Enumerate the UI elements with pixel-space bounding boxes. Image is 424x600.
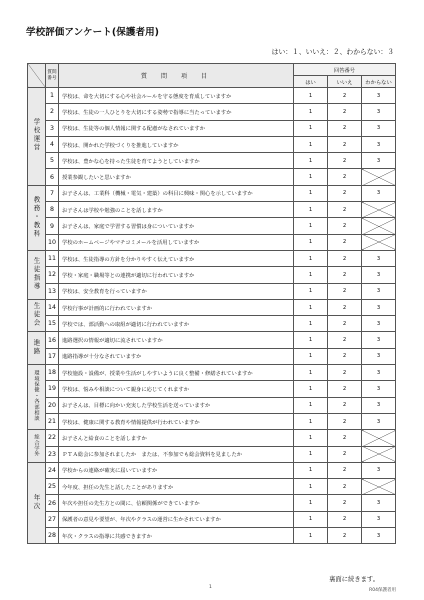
answer-no-cell[interactable]: 2 [328,250,362,266]
question-number: 8 [46,202,59,218]
question-number: 24 [46,462,59,478]
table-row [28,299,396,315]
answer-no-cell[interactable]: 2 [328,365,362,381]
header-corner [28,64,46,88]
answer-yes-cell[interactable]: 1 [294,120,328,136]
header-question-items: 質 問 項 目 [59,64,294,88]
question-number: 6 [46,169,59,185]
question-number: 18 [46,365,59,381]
table-row [28,397,396,413]
answer-no-cell[interactable]: 2 [328,136,362,152]
answer-no-cell[interactable]: 2 [328,446,362,462]
table-row [28,446,396,462]
answer-unknown-cell[interactable]: 3 [362,283,396,299]
question-number: 12 [46,267,59,283]
category-label [28,365,46,430]
answer-no-cell[interactable]: 2 [328,462,362,478]
answer-no-cell[interactable]: 2 [328,397,362,413]
question-number: 19 [46,381,59,397]
answer-crossed-out-cell [362,169,396,185]
table-row [28,104,396,120]
answer-no-cell[interactable]: 2 [328,283,362,299]
answer-yes-cell[interactable]: 1 [294,267,328,283]
category-text: 生徒会 [32,301,41,328]
answer-yes-cell[interactable]: 1 [294,283,328,299]
answer-unknown-cell[interactable]: 3 [362,136,396,152]
answer-no-cell[interactable]: 2 [328,430,362,446]
answer-yes-cell[interactable]: 1 [294,479,328,495]
answer-unknown-cell[interactable]: 3 [362,120,396,136]
question-number: 14 [46,299,59,315]
question-number: 27 [46,511,59,527]
answer-no-cell[interactable]: 2 [328,234,362,250]
category-label [28,185,46,250]
question-text: 今年度、担任の先生と話したことがありますか [59,479,294,495]
answer-no-cell[interactable]: 2 [328,413,362,429]
question-text: 学校は、生徒等の個人情報に関する配慮がなされていますか [59,120,294,136]
table-row [28,250,396,266]
answer-yes-cell[interactable]: 1 [294,495,328,511]
answer-yes-cell[interactable]: 1 [294,316,328,332]
question-text: 学校施設・設備が、授業や生活がしやすいように良く整備・修繕されていますか [59,365,294,381]
page-title: 学校評価アンケート(保護者用) [26,27,160,38]
answer-unknown-cell[interactable]: 3 [362,104,396,120]
continued-note: 裏面に続きます。 [329,576,379,583]
table-row [28,365,396,381]
question-number: 28 [46,528,59,544]
answer-yes-cell[interactable]: 1 [294,462,328,478]
table-row [28,169,396,185]
category-text: 学校運営 [32,118,41,153]
question-number: 13 [46,283,59,299]
answer-unknown-cell[interactable]: 3 [362,316,396,332]
answer-yes-cell[interactable]: 1 [294,202,328,218]
answer-no-cell[interactable]: 2 [328,381,362,397]
answer-crossed-out-cell [362,234,396,250]
category-label [28,462,46,543]
answer-unknown-cell[interactable]: 3 [362,299,396,315]
table-row [28,153,396,169]
table-row [28,495,396,511]
answer-yes-cell[interactable]: 1 [294,169,328,185]
answer-yes-cell[interactable]: 1 [294,430,328,446]
answer-no-cell[interactable]: 2 [328,169,362,185]
table-row [28,381,396,397]
question-text: 学校は、安全教育を行っていますか [59,283,294,299]
question-number: 5 [46,153,59,169]
answer-yes-cell[interactable]: 1 [294,104,328,120]
question-number: 20 [46,397,59,413]
question-number: 23 [46,446,59,462]
question-text: 学校のホームページやマチコミメールを活用していますか [59,234,294,250]
table-row [28,120,396,136]
answer-no-cell[interactable]: 2 [328,88,362,104]
answer-yes-cell[interactable]: 1 [294,299,328,315]
question-text: 年次・クラスの指導に共感できますか [59,528,294,544]
header-answer-unknown: わからない [362,76,396,88]
answer-unknown-cell[interactable]: 3 [362,365,396,381]
table-row [28,316,396,332]
answer-no-cell[interactable]: 2 [328,348,362,364]
category-label [28,430,46,463]
question-text: 学校は、開かれた学校づくりを推進していますか [59,136,294,152]
question-number: 4 [46,136,59,152]
answer-yes-cell[interactable]: 1 [294,153,328,169]
answer-no-cell[interactable]: 2 [328,120,362,136]
answer-no-cell[interactable]: 2 [328,202,362,218]
category-text: 環境保健・各部相談 [33,370,40,422]
table-row [28,185,396,201]
page-number: 1 [209,585,212,590]
answer-yes-cell[interactable]: 1 [294,250,328,266]
answer-no-cell[interactable]: 2 [328,479,362,495]
answer-unknown-cell[interactable]: 3 [362,495,396,511]
question-text: 学校行事が計画的に行われていますか [59,299,294,315]
table-row [28,348,396,364]
question-number: 3 [46,120,59,136]
question-text: 年次や担任の先生方との間に、信頼関係ができていますか [59,495,294,511]
question-text: 授業参観したいと思いますか [59,169,294,185]
answer-no-cell[interactable]: 2 [328,528,362,544]
question-number: 1 [46,88,59,104]
table-row [28,136,396,152]
answer-yes-cell[interactable]: 1 [294,511,328,527]
question-number: 26 [46,495,59,511]
category-text: 教務・教科 [32,195,41,239]
table-row [28,332,396,348]
table-row [28,479,396,495]
question-text: 進路指導が十分なされていますか [59,348,294,364]
table-row [28,283,396,299]
answer-unknown-cell[interactable]: 3 [362,88,396,104]
question-text: 学校は、健康に関する教育や情報提供が行われていますか [59,413,294,429]
header-answer-no: いいえ [328,76,362,88]
table-row [28,234,396,250]
answer-no-cell[interactable]: 2 [328,104,362,120]
answer-crossed-out-cell [362,218,396,234]
question-text: お子さんは、家庭で学習する習慣は身についていますか [59,218,294,234]
answer-yes-cell[interactable]: 1 [294,332,328,348]
question-number: 9 [46,218,59,234]
answer-yes-cell[interactable]: 1 [294,365,328,381]
question-number: 2 [46,104,59,120]
answer-unknown-cell[interactable]: 3 [362,413,396,429]
question-number: 7 [46,185,59,201]
table-row [28,462,396,478]
table-row [28,267,396,283]
category-text: 生徒指導 [32,256,41,291]
answer-yes-cell[interactable]: 1 [294,446,328,462]
question-number: 11 [46,250,59,266]
question-number: 25 [46,479,59,495]
header-answer-yes: はい [294,76,328,88]
answer-yes-cell[interactable]: 1 [294,397,328,413]
question-number: 17 [46,348,59,364]
question-text: お子さんは、目標に向かい充実した学校生活を送っていますか [59,397,294,413]
answer-yes-cell[interactable]: 1 [294,348,328,364]
answer-yes-cell[interactable]: 1 [294,381,328,397]
answer-no-cell[interactable]: 2 [328,332,362,348]
question-text: 保護者の意見や要望が、年次やクラスの運営に生かされていますか [59,511,294,527]
answer-no-cell[interactable]: 2 [328,185,362,201]
question-number: 16 [46,332,59,348]
question-number: 10 [46,234,59,250]
answer-unknown-cell[interactable]: 3 [362,332,396,348]
question-number: 15 [46,316,59,332]
question-text: 学校は、豊かな心を持った生徒を育てようとしていますか [59,153,294,169]
question-number: 22 [46,430,59,446]
answer-unknown-cell[interactable]: 3 [362,462,396,478]
answer-no-cell[interactable]: 2 [328,267,362,283]
table-row [28,430,396,446]
question-text: 学校では、部活動への取組が適切に行われていますか [59,316,294,332]
question-text: 学校・家庭・職場等との連携が適切に行われていますか [59,267,294,283]
table-row [28,88,396,104]
answer-yes-cell[interactable]: 1 [294,234,328,250]
question-text: お子さんは学校や勉強のことを話しますか [59,202,294,218]
answer-crossed-out-cell [362,430,396,446]
answer-no-cell[interactable]: 2 [328,316,362,332]
answer-crossed-out-cell [362,446,396,462]
question-text: お子さんと給食のことを話しますか [59,430,294,446]
category-text: 進路 [32,338,41,356]
category-text: 年次 [32,493,41,511]
question-text: 進路選択の情報が適切に流されていますか [59,332,294,348]
answer-unknown-cell[interactable]: 3 [362,381,396,397]
question-text: 学校は、悩みや相談について親身に応じてくれますか [59,381,294,397]
table-row [28,528,396,544]
category-label [28,332,46,365]
question-text: 学校は、生徒の一人ひとりを大切にする姿勢で指導に当たっていますか [59,104,294,120]
answer-crossed-out-cell [362,202,396,218]
category-label [28,88,46,186]
answer-unknown-cell[interactable]: 3 [362,267,396,283]
answer-no-cell[interactable]: 2 [328,218,362,234]
footer-code: R04保護者用 [369,588,396,593]
answer-unknown-cell[interactable]: 3 [362,185,396,201]
question-text: 学校は、命を大切にする心や社会ルールを守る態度を育成していますか [59,88,294,104]
answer-legend: はい：１、いいえ：２、わからない：３ [271,48,394,56]
answer-unknown-cell[interactable]: 3 [362,397,396,413]
table-row [28,511,396,527]
table-row [28,413,396,429]
question-text: 学校からの連絡が確実に届いていますか [59,462,294,478]
answer-unknown-cell[interactable]: 3 [362,153,396,169]
answer-no-cell[interactable]: 2 [328,495,362,511]
answer-no-cell[interactable]: 2 [328,511,362,527]
answer-yes-cell[interactable]: 1 [294,136,328,152]
header-question-number: 質問番号 [46,64,59,88]
answer-yes-cell[interactable]: 1 [294,88,328,104]
answer-unknown-cell[interactable]: 3 [362,511,396,527]
category-text: 総合学外 [33,433,40,457]
survey-table [27,63,396,544]
table-row [28,202,396,218]
question-text: お子さんは、工業科（機械・電気・建築）の科目に興味・関心を示していますか [59,185,294,201]
question-text: 学校は、生徒指導の方針を分かりやすく伝えていますか [59,250,294,266]
table-row [28,218,396,234]
answer-unknown-cell[interactable]: 3 [362,348,396,364]
answer-crossed-out-cell [362,479,396,495]
answer-yes-cell[interactable]: 1 [294,413,328,429]
answer-no-cell[interactable]: 2 [328,299,362,315]
question-number: 21 [46,413,59,429]
question-text: ＰＴＡ総会に参加されましたか または、不参加でも総会資料を見ましたか [59,446,294,462]
category-label [28,299,46,332]
header-answer-group: 回答番号 [294,64,396,76]
answer-yes-cell[interactable]: 1 [294,185,328,201]
category-label [28,250,46,299]
answer-yes-cell[interactable]: 1 [294,528,328,544]
answer-unknown-cell[interactable]: 3 [362,250,396,266]
answer-unknown-cell[interactable]: 3 [362,528,396,544]
answer-no-cell[interactable]: 2 [328,153,362,169]
answer-yes-cell[interactable]: 1 [294,218,328,234]
